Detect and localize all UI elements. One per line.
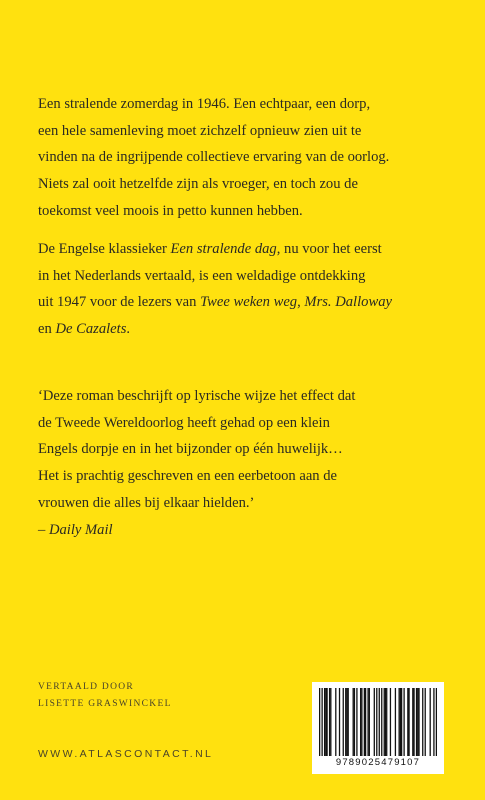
blurb-line: vinden na de ingrijpende collectieve ervaring van de oorlog. bbox=[38, 149, 390, 166]
barcode-bar bbox=[376, 688, 377, 756]
barcode-bar bbox=[379, 688, 380, 756]
isbn-number: 9789025479107 bbox=[335, 757, 421, 768]
translator-name: LISETTE GRASWINCKEL bbox=[38, 699, 172, 709]
barcode-bar bbox=[329, 688, 330, 756]
barcode-bar bbox=[330, 688, 331, 756]
barcode-bar bbox=[339, 688, 340, 756]
book-title-italic: Mrs. Dalloway bbox=[304, 294, 392, 311]
barcode-bar bbox=[412, 688, 413, 756]
barcode-bar bbox=[324, 688, 325, 756]
barcode-bar bbox=[381, 688, 382, 756]
barcode-bar bbox=[343, 688, 344, 756]
blurb-paragraph-1 bbox=[38, 91, 458, 225]
blurb-line bbox=[38, 289, 458, 316]
barcode-bar bbox=[408, 688, 409, 756]
barcode-bar bbox=[346, 688, 347, 756]
review-quote bbox=[38, 383, 458, 543]
barcode-bar bbox=[364, 688, 365, 756]
quote-source: Daily Mail bbox=[48, 521, 113, 538]
text-run: . bbox=[126, 321, 131, 338]
barcode-bar bbox=[425, 688, 426, 756]
barcode-bar bbox=[390, 688, 391, 756]
text-run: uit 1947 voor de lezers van bbox=[38, 294, 201, 311]
barcode-bar bbox=[400, 688, 401, 756]
blurb-line: in het Nederlands vertaald, is een weldadige ontdekking bbox=[38, 267, 366, 284]
barcode-bar bbox=[433, 688, 434, 756]
barcode-bar bbox=[319, 688, 320, 756]
barcode-bar bbox=[326, 688, 327, 756]
text-run: en bbox=[38, 321, 56, 338]
book-title-italic: Twee weken weg bbox=[200, 294, 298, 311]
barcode-bar bbox=[325, 688, 326, 756]
translator-credit bbox=[38, 679, 172, 713]
barcode-bar bbox=[413, 688, 414, 756]
book-title-italic: De Cazalets bbox=[55, 321, 127, 338]
blurb-line bbox=[38, 316, 458, 343]
barcode-bar bbox=[403, 688, 404, 756]
barcode-bar bbox=[360, 688, 361, 756]
barcode-bar bbox=[353, 688, 354, 756]
barcode-bar bbox=[345, 688, 346, 756]
barcode-bar bbox=[417, 688, 418, 756]
barcode-bar bbox=[422, 688, 423, 756]
text-run: , bbox=[297, 294, 305, 311]
barcode-bar bbox=[335, 688, 336, 756]
book-title-italic: Een stralende dag bbox=[170, 241, 277, 257]
barcode-bar bbox=[385, 688, 386, 756]
barcode-bar bbox=[367, 688, 368, 756]
quote-line: Engels dorpje en in het bijzonder op één huwelijk… bbox=[38, 441, 343, 458]
barcode-bar bbox=[386, 688, 387, 756]
barcode-bar bbox=[354, 688, 355, 756]
quote-line: ‘Deze roman beschrijft op lyrische wijze het effect dat bbox=[38, 388, 356, 404]
isbn-barcode bbox=[312, 682, 444, 774]
blurb-line: een hele samenleving moet zichzelf opnieuw zien uit te bbox=[38, 122, 362, 139]
barcode-bar bbox=[416, 688, 417, 756]
text-run: – bbox=[38, 521, 49, 538]
barcode-bar bbox=[361, 688, 362, 756]
barcode-bar bbox=[430, 688, 431, 756]
quote-line: de Tweede Wereldoorlog heeft gehad op een klein bbox=[38, 414, 330, 431]
blurb-line: toekomst veel moois in petto kunnen hebben. bbox=[38, 202, 303, 219]
barcode-bar bbox=[398, 688, 399, 756]
quote-line: Het is prachtig geschreven en een eerbetoon aan de bbox=[38, 468, 338, 485]
barcode-bar bbox=[356, 688, 357, 756]
credit-label: VERTAALD DOOR bbox=[38, 682, 135, 692]
barcode-bar bbox=[365, 688, 366, 756]
barcode-bar bbox=[321, 688, 322, 756]
barcode-bar bbox=[374, 688, 375, 756]
barcode-bar bbox=[418, 688, 419, 756]
barcode-bar bbox=[395, 688, 396, 756]
barcode-bar bbox=[407, 688, 408, 756]
barcode-bars bbox=[319, 688, 437, 756]
text-run: De Engelse klassieker bbox=[38, 241, 171, 257]
barcode-bar bbox=[348, 688, 349, 756]
barcode-bar bbox=[369, 688, 370, 756]
text-run: , nu voor het eerst bbox=[276, 241, 382, 257]
quote-attribution bbox=[38, 517, 458, 544]
barcode-bar bbox=[401, 688, 402, 756]
barcode-bar bbox=[436, 688, 437, 756]
blurb-line bbox=[38, 236, 458, 263]
quote-line: vrouwen die alles bij elkaar hielden.’ bbox=[38, 494, 255, 511]
blurb-paragraph-2 bbox=[38, 236, 458, 343]
blurb-line: Een stralende zomerdag in 1946. Een echtpaar, een dorp, bbox=[38, 96, 371, 112]
publisher-website[interactable]: WWW.ATLASCONTACT.NL bbox=[38, 748, 214, 760]
barcode-bar bbox=[384, 688, 385, 756]
blurb-line: Niets zal ooit hetzelfde zijn als vroeger, en toch zou de bbox=[38, 176, 358, 193]
